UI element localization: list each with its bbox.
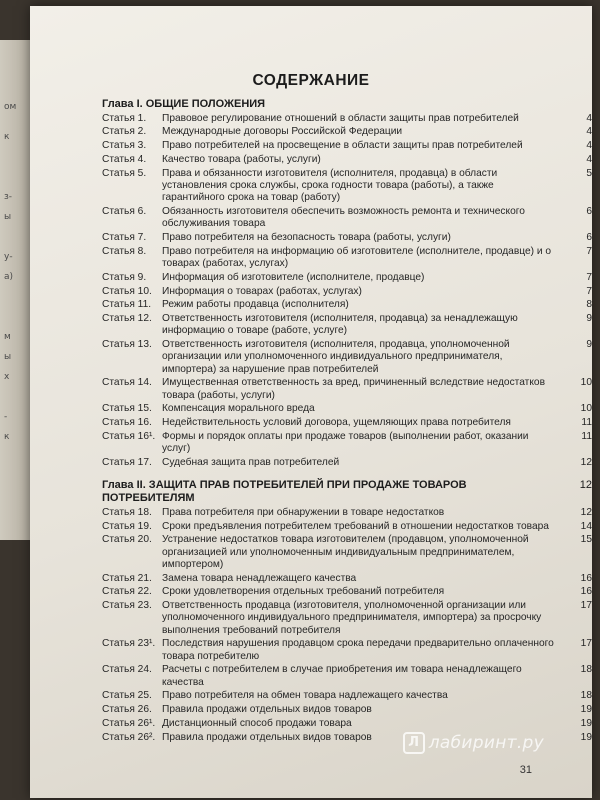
chapter-heading xyxy=(102,98,592,111)
toc-entry xyxy=(102,431,592,455)
article-title: Компенсация морального вреда xyxy=(162,403,315,415)
article-number: Статья 23. xyxy=(102,600,152,612)
article-title: Право потребителя на безопасность товара (работы, услуги) xyxy=(162,231,451,243)
page-title: СОДЕРЖАНИЕ xyxy=(252,72,370,89)
article-title: Информация о товарах (работах, услугах) xyxy=(162,285,362,297)
chapter-title: Глава II. ЗАЩИТА ПРАВ ПОТРЕБИТЕЛЕЙ ПРИ ПРОДАЖЕ ТОВАРОВ ПОТРЕБИТЕЛЯМ xyxy=(102,479,467,505)
article-number: Статья 8. xyxy=(102,245,147,257)
article-number: Статья 18. xyxy=(102,506,152,518)
article-page: 18 xyxy=(580,664,592,676)
article-number: Статья 3. xyxy=(102,140,147,152)
article-number: Статья 19. xyxy=(102,520,152,532)
toc-entry xyxy=(102,126,592,138)
article-page: 19 xyxy=(580,717,592,729)
article-number: Статья 5. xyxy=(102,167,147,179)
article-number: Статья 13. xyxy=(102,339,152,351)
toc-entry xyxy=(102,339,592,376)
article-page: 4 xyxy=(586,112,592,124)
toc-entry xyxy=(102,718,592,730)
article-number: Статья 23¹. xyxy=(102,638,156,650)
article-page: 10 xyxy=(580,377,592,389)
article-title: Правила продажи отдельных видов товаров xyxy=(162,731,372,743)
article-page: 7 xyxy=(586,285,592,297)
toc-entry xyxy=(102,534,592,571)
toc-entry xyxy=(102,232,592,244)
toc-entry xyxy=(102,507,592,519)
article-title: Устранение недостатков товара изготовителем (продавцом, уполномоченной организацией или уполномоченным индивидуальным предпринимателем, импортером) xyxy=(162,534,529,570)
chapter-page: 12 xyxy=(579,479,592,492)
article-title: Право потребителя на обмен товара надлежащего качества xyxy=(162,690,448,702)
article-page: 6 xyxy=(586,231,592,243)
chapter-page xyxy=(556,98,592,111)
watermark xyxy=(403,732,544,754)
article-page: 19 xyxy=(580,731,592,743)
article-number: Статья 2. xyxy=(102,126,147,138)
article-title: Правовое регулирование отношений в области защиты прав потребителей xyxy=(162,112,519,124)
chapter-heading xyxy=(102,479,592,505)
book-page xyxy=(30,6,592,798)
article-title: Право потребителя на информацию об изготовителе (исполнителе, продавце) и о товарах (работах, услугах) xyxy=(162,245,552,269)
article-number: Статья 7. xyxy=(102,231,147,243)
article-page: 5 xyxy=(586,167,592,179)
article-page: 7 xyxy=(586,245,592,257)
page-number: 31 xyxy=(519,764,532,776)
toc-entry xyxy=(102,377,592,401)
article-number: Статья 24. xyxy=(102,664,152,676)
article-page: 11 xyxy=(581,417,592,429)
article-page: 17 xyxy=(580,600,592,612)
article-number: Статья 11. xyxy=(102,299,152,311)
article-page: 12 xyxy=(580,456,592,468)
table-of-contents xyxy=(102,94,592,744)
toc-entry xyxy=(102,168,592,205)
labirint-logo-icon: Л xyxy=(403,732,425,754)
article-title: Сроки удовлетворения отдельных требований потребителя xyxy=(162,586,445,598)
article-page: 18 xyxy=(580,690,592,702)
toc-entry xyxy=(102,272,592,284)
toc-entry xyxy=(102,286,592,298)
article-number: Статья 16¹. xyxy=(102,430,156,442)
article-page: 6 xyxy=(586,205,592,217)
article-title: Судебная защита прав потребителей xyxy=(162,456,340,468)
article-title: Режим работы продавца (исполнителя) xyxy=(162,299,349,311)
article-page: 15 xyxy=(580,534,592,546)
article-page: 17 xyxy=(580,638,592,650)
article-number: Статья 1. xyxy=(102,112,147,124)
article-title: Правила продажи отдельных видов товаров xyxy=(162,704,372,716)
article-number: Статья 26². xyxy=(102,731,156,743)
article-page: 11 xyxy=(581,430,592,442)
article-title: Право потребителей на просвещение в области защиты прав потребителей xyxy=(162,140,523,152)
toc-entry xyxy=(102,246,592,270)
article-page: 14 xyxy=(580,520,592,532)
toc-entry xyxy=(102,113,592,125)
article-number: Статья 20. xyxy=(102,534,152,546)
article-title: Ответственность продавца (изготовителя, уполномоченной организации или уполномоченного индивидуального предпринимателя, импортера) за просрочку выполнения требований потребителя xyxy=(162,600,542,636)
article-number: Статья 6. xyxy=(102,205,147,217)
toc-entry xyxy=(102,586,592,598)
article-number: Статья 10. xyxy=(102,285,152,297)
article-page: 4 xyxy=(586,140,592,152)
article-page: 16 xyxy=(580,572,592,584)
article-page: 16 xyxy=(580,586,592,598)
article-title: Имущественная ответственность за вред, причиненный вследствие недостатков товара (работы, услуги) xyxy=(162,377,545,401)
adjacent-page-edge: ом к з- ы у- а) м ы х - к xyxy=(0,40,30,540)
article-title: Замена товара ненадлежащего качества xyxy=(162,572,357,584)
article-title: Недействительность условий договора, ущемляющих права потребителя xyxy=(162,417,511,429)
toc-entry xyxy=(102,417,592,429)
article-number: Статья 4. xyxy=(102,153,147,165)
toc-entry xyxy=(102,664,592,688)
article-number: Статья 15. xyxy=(102,403,152,415)
article-page: 12 xyxy=(580,506,592,518)
article-number: Статья 25. xyxy=(102,690,152,702)
article-number: Статья 14. xyxy=(102,377,152,389)
article-number: Статья 16. xyxy=(102,417,152,429)
article-page: 9 xyxy=(586,339,592,351)
watermark-text: лабиринт.ру xyxy=(428,733,544,753)
article-title: Последствия нарушения продавцом срока передачи предварительно оплаченного товара потребителю xyxy=(162,638,554,662)
article-number: Статья 26¹. xyxy=(102,717,156,729)
article-title: Международные договоры Российской Федерации xyxy=(162,126,403,138)
toc-entry xyxy=(102,313,592,337)
chapter-spacer xyxy=(102,469,592,475)
article-page: 7 xyxy=(586,271,592,283)
toc-entry xyxy=(102,154,592,166)
article-title: Ответственность изготовителя (исполнителя, продавца) за ненадлежащую информацию о товаре (работе, услуге) xyxy=(162,313,518,337)
article-page: 4 xyxy=(586,126,592,138)
article-title: Ответственность изготовителя (исполнителя, продавца, уполномоченной организации или уполномоченного индивидуального предпринимателя, импортера) за нарушение прав потребителей xyxy=(162,339,510,375)
article-title: Права потребителя при обнаружении в товаре недостатков xyxy=(162,506,445,518)
article-number: Статья 12. xyxy=(102,313,152,325)
article-page: 10 xyxy=(580,403,592,415)
chapter-title: Глава I. ОБЩИЕ ПОЛОЖЕНИЯ xyxy=(102,98,266,110)
article-number: Статья 17. xyxy=(102,456,152,468)
article-title: Формы и порядок оплаты при продаже товаров (выполнении работ, оказании услуг) xyxy=(162,430,529,455)
toc-entry xyxy=(102,600,592,637)
article-number: Статья 26. xyxy=(102,704,152,716)
article-number: Статья 22. xyxy=(102,586,152,598)
toc-entry xyxy=(102,690,592,702)
toc-entry xyxy=(102,457,592,469)
article-title: Информация об изготовителе (исполнителе, продавце) xyxy=(162,271,425,283)
toc-entry xyxy=(102,403,592,415)
toc-entry xyxy=(102,573,592,585)
article-title: Права и обязанности изготовителя (исполнителя, продавца) в области установления срока службы, срока годности товара (работы), а также гарантийного срока на товар (работу) xyxy=(162,167,498,204)
article-number: Статья 9. xyxy=(102,271,147,283)
toc-entry xyxy=(102,140,592,152)
article-number: Статья 21. xyxy=(102,572,152,584)
article-page: 9 xyxy=(586,313,592,325)
article-title: Дистанционный способ продажи товара xyxy=(162,717,352,729)
article-page: 8 xyxy=(586,299,592,311)
toc-entry xyxy=(102,704,592,716)
toc-entry xyxy=(102,206,592,230)
article-page: 4 xyxy=(586,153,592,165)
toc-entry xyxy=(102,299,592,311)
article-title: Обязанность изготовителя обеспечить возможность ремонта и технического обслуживания товара xyxy=(162,205,525,230)
article-title: Сроки предъявления потребителем требований в отношении недостатков товара xyxy=(162,520,549,532)
toc-entry xyxy=(102,638,592,662)
article-page: 19 xyxy=(580,704,592,716)
article-title: Расчеты с потребителем в случае приобретения им товара ненадлежащего качества xyxy=(162,664,522,688)
article-title: Качество товара (работы, услуги) xyxy=(162,153,321,165)
toc-entry xyxy=(102,521,592,533)
